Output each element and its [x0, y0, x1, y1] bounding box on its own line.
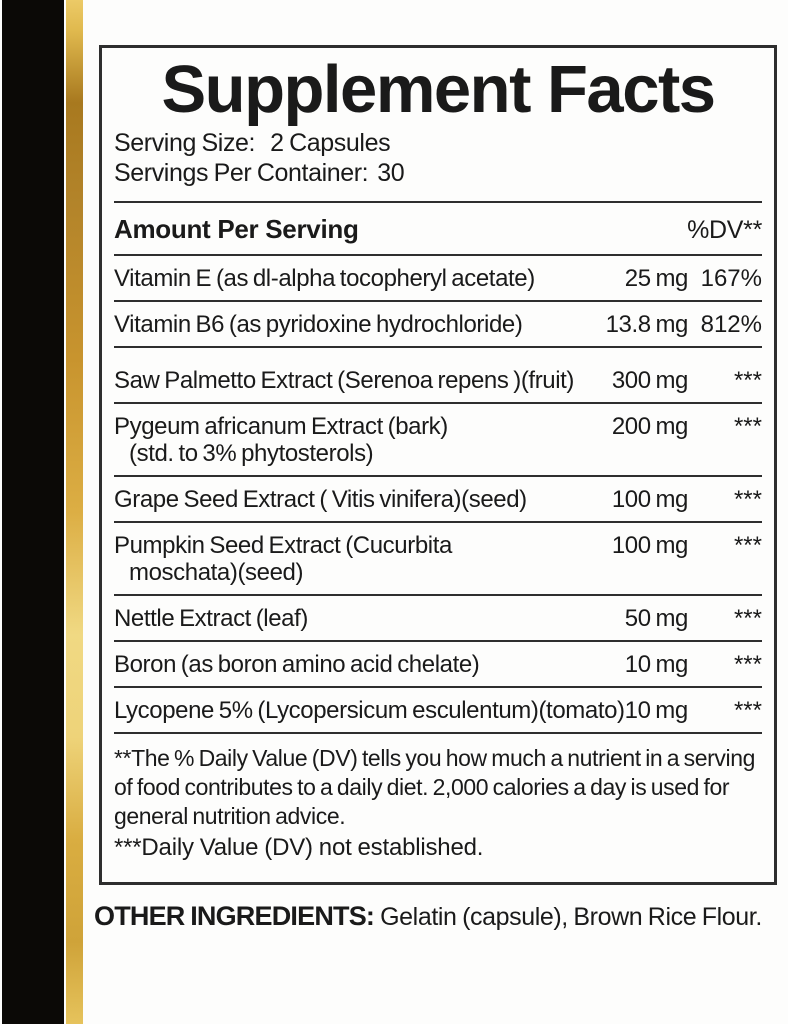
ingredient-amount: 10 mg — [624, 696, 688, 724]
ingredient-row — [114, 521, 762, 594]
ingredient-name-line2: moschata)(seed) — [129, 558, 304, 586]
ingredient-name: Vitamin E (as dl-alpha tocopheryl acetate) — [114, 264, 535, 292]
ingredient-row — [114, 300, 762, 346]
ingredient-row — [114, 475, 762, 521]
serving-size-value: 2 Capsules — [270, 128, 391, 157]
ingredient-name: Pumpkin Seed Extract (Cucurbita — [114, 531, 452, 559]
brand-black-bar — [2, 0, 64, 1024]
ingredient-name: Pygeum africanum Extract (bark) — [114, 412, 448, 440]
ingredient-amount: 10 mg — [624, 650, 688, 678]
ingredient-row — [114, 346, 762, 402]
ingredient-dv: *** — [733, 604, 762, 632]
daily-value-footnote — [114, 732, 762, 862]
ingredient-amount: 200 mg — [611, 412, 688, 440]
ingredient-name: Nettle Extract (leaf) — [114, 604, 308, 632]
footnote-line: general nutrition advice. — [114, 802, 346, 829]
servings-per-container-line — [114, 158, 762, 188]
ingredient-amount: 25 mg — [624, 264, 688, 292]
ingredient-row — [114, 686, 762, 732]
ingredient-dv: 167% — [700, 264, 762, 292]
percent-dv-header: %DV** — [687, 215, 762, 244]
ingredient-amount: 300 mg — [611, 366, 688, 394]
serving-size-line — [114, 128, 762, 158]
panel-title: Supplement Facts — [161, 52, 715, 127]
ingredient-name: Lycopene 5% (Lycopersicum esculentum)(tomato) — [114, 696, 625, 724]
supplement-facts-panel — [99, 45, 777, 885]
footnote-line: of food contributes to a daily diet. 2,000 calories a day is used for — [114, 773, 730, 800]
other-ingredients-line — [94, 901, 788, 932]
serving-size-label: Serving Size: — [114, 128, 256, 157]
amount-per-serving-header: Amount Per Serving — [114, 213, 359, 244]
ingredient-amount: 50 mg — [624, 604, 688, 632]
ingredient-row — [114, 640, 762, 686]
ingredient-name: Saw Palmetto Extract (Serenoa repens )(fruit) — [114, 366, 575, 394]
ingredient-dv: *** — [733, 650, 762, 678]
ingredient-row — [114, 254, 762, 300]
ingredient-name: Vitamin B6 (as pyridoxine hydrochloride) — [114, 310, 523, 338]
other-ingredients-value: Gelatin (capsule), Brown Rice Flour. — [380, 903, 762, 931]
footnote-line: **The % Daily Value (DV) tells you how much a nutrient in a serving — [114, 744, 756, 771]
servings-per-container-label: Servings Per Container: — [114, 158, 369, 187]
ingredient-dv: *** — [733, 485, 762, 513]
ingredient-dv: *** — [733, 696, 762, 724]
ingredient-name: Boron (as boron amino acid chelate) — [114, 650, 480, 678]
ingredient-dv: *** — [733, 531, 762, 559]
brand-gold-stripe — [66, 0, 83, 1024]
ingredient-amount: 100 mg — [611, 485, 688, 513]
ingredient-name-line2: (std. to 3% phytosterols) — [129, 439, 374, 467]
dv-not-established-note: ***Daily Value (DV) not established. — [114, 833, 484, 861]
ingredient-name: Grape Seed Extract ( Vitis vinifera)(seed) — [114, 485, 527, 513]
ingredient-dv: *** — [733, 412, 762, 440]
servings-per-container-value: 30 — [377, 158, 405, 187]
ingredient-amount: 13.8 mg — [605, 310, 688, 338]
ingredient-amount: 100 mg — [611, 531, 688, 559]
ingredient-row — [114, 402, 762, 475]
table-header-row — [114, 201, 762, 254]
ingredient-dv: *** — [733, 366, 762, 394]
other-ingredients-label: OTHER INGREDIENTS: — [94, 901, 375, 931]
ingredient-row — [114, 594, 762, 640]
ingredient-dv: 812% — [700, 310, 762, 338]
